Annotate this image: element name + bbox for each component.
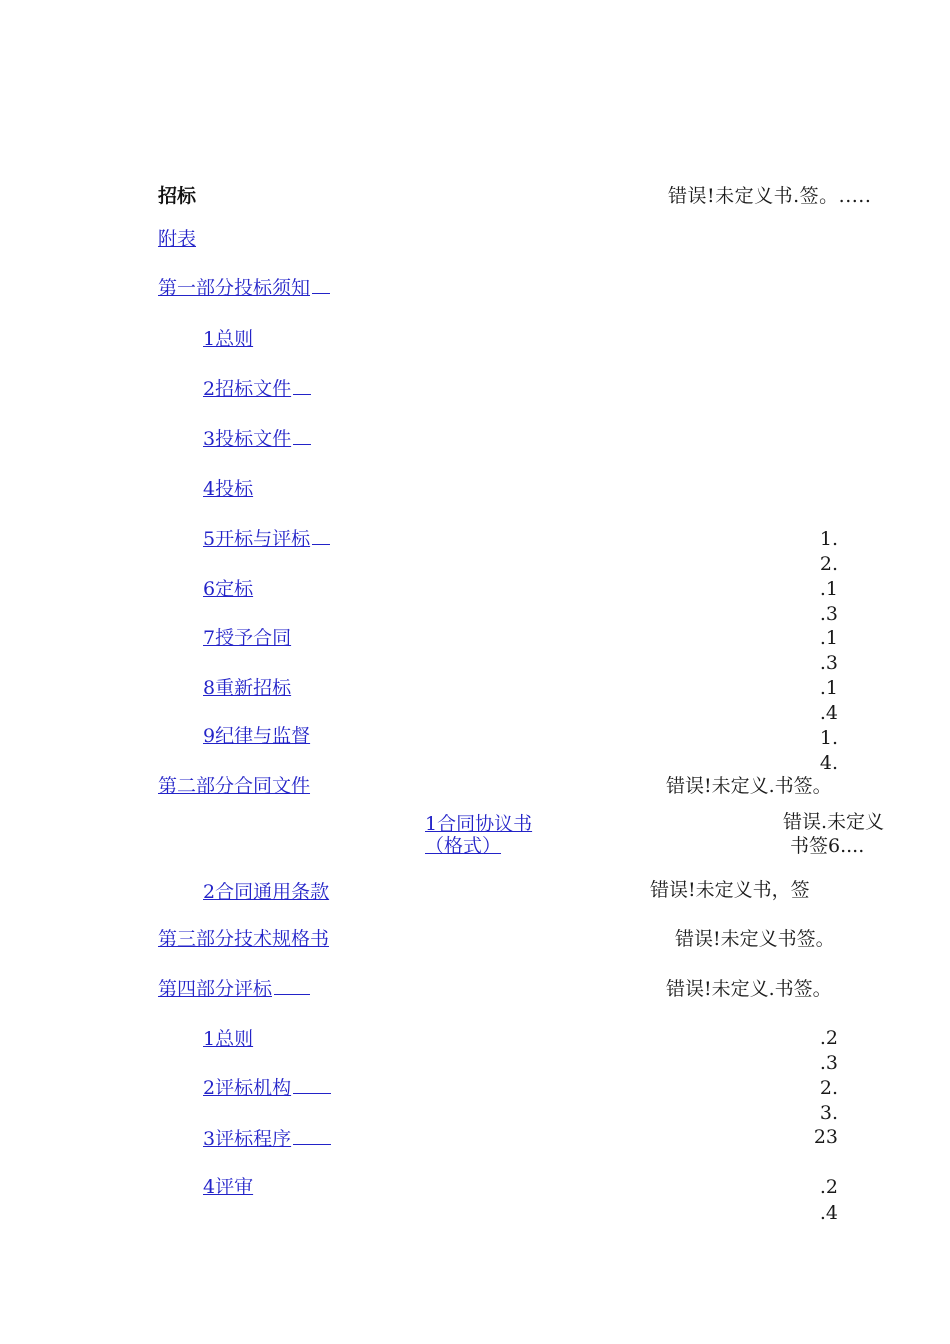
- page-number: .3: [819, 603, 838, 625]
- toc-link-part2-item-2[interactable]: 2合同通用条款: [203, 881, 330, 903]
- page-number: .3: [819, 1052, 838, 1074]
- leader-line: [293, 1143, 331, 1145]
- toc-link-part4-item-4[interactable]: 4评审: [203, 1176, 254, 1198]
- toc-link-part1-label[interactable]: 第一部分投标须知: [158, 277, 311, 299]
- toc-link-part2-item-1-line2[interactable]: （格式）: [425, 835, 502, 857]
- leader-line: [293, 393, 311, 395]
- toc-link-part4-item-2-label[interactable]: 2评标机构: [203, 1077, 292, 1099]
- toc-link-part3[interactable]: 第三部分技术规格书: [158, 928, 330, 950]
- toc-title-page: 错误!未定义书.签。.....: [668, 185, 872, 207]
- toc-link-part1-item-9[interactable]: 9纪律与监督: [203, 725, 311, 747]
- toc-part2-item-1-page-line2: 书签6....: [790, 835, 865, 857]
- page-number: .4: [819, 1202, 838, 1224]
- toc-link-part1-item-1[interactable]: 1总则: [203, 328, 254, 350]
- toc-link-part1[interactable]: [158, 276, 330, 301]
- toc-link-part1-item-4[interactable]: 4投标: [203, 478, 254, 500]
- page-number: .2: [819, 1176, 838, 1198]
- toc-link-part1-item-6[interactable]: 6定标: [203, 578, 254, 600]
- toc-link-part1-item-2-label[interactable]: 2招标文件: [203, 378, 292, 400]
- page-number: 2.: [819, 1077, 838, 1099]
- page-number: 1.: [819, 727, 838, 749]
- toc-part4-page: 错误!未定义.书签。: [666, 978, 832, 1000]
- page-number: .4: [819, 702, 838, 724]
- toc-link-part4-item-1[interactable]: 1总则: [203, 1028, 254, 1050]
- toc-link-part4[interactable]: [158, 977, 310, 1002]
- page-number: 1.: [819, 528, 838, 550]
- page-number: .2: [819, 1027, 838, 1049]
- toc-link-part4-item-2[interactable]: [203, 1076, 331, 1101]
- toc-link-part1-item-5-label[interactable]: 5开标与评标: [203, 528, 311, 550]
- page-number: 2.: [819, 553, 838, 575]
- toc-part2-item-1-page-line1: 错误.未定义: [783, 811, 885, 833]
- toc-link-part4-item-3-label[interactable]: 3评标程序: [203, 1128, 292, 1150]
- toc-link-part1-item-3[interactable]: [203, 427, 311, 452]
- toc-part2-page: 错误!未定义.书签。: [666, 775, 832, 797]
- toc-link-part4-item-3[interactable]: [203, 1127, 331, 1152]
- page-number: 23: [813, 1126, 838, 1148]
- page-number: .1: [819, 578, 838, 600]
- toc-link-part2-label[interactable]: 第二部分合同文件: [158, 775, 311, 797]
- page-number: 3.: [819, 1102, 838, 1124]
- toc-link-part1-item-3-label[interactable]: 3投标文件: [203, 428, 292, 450]
- toc-link-part1-item-2[interactable]: [203, 377, 311, 402]
- toc-link-part1-item-7[interactable]: 7授予合同: [203, 627, 292, 649]
- toc-link-appendix[interactable]: 附表: [158, 228, 197, 250]
- toc-link-part1-item-5[interactable]: [203, 527, 330, 552]
- page-number: 4.: [819, 752, 838, 774]
- leader-line: [293, 443, 311, 445]
- leader-line: [312, 543, 330, 545]
- toc-title: 招标: [158, 185, 197, 207]
- leader-line: [293, 1092, 331, 1094]
- toc-link-part4-label[interactable]: 第四部分评标: [158, 978, 273, 1000]
- page-number: .1: [819, 677, 838, 699]
- leader-line: [274, 993, 310, 995]
- toc-link-part1-item-8[interactable]: 8重新招标: [203, 677, 292, 699]
- toc-part2-item-2-page: 错误!未定义书，签: [650, 879, 810, 901]
- toc-link-part2-item-1-line1[interactable]: 1合同协议书: [425, 813, 533, 835]
- page-number: .1: [819, 627, 838, 649]
- page-number: .3: [819, 652, 838, 674]
- toc-part3-page: 错误!未定义书签。: [675, 928, 835, 950]
- toc-link-part2[interactable]: [158, 774, 312, 799]
- leader-line: [312, 292, 330, 294]
